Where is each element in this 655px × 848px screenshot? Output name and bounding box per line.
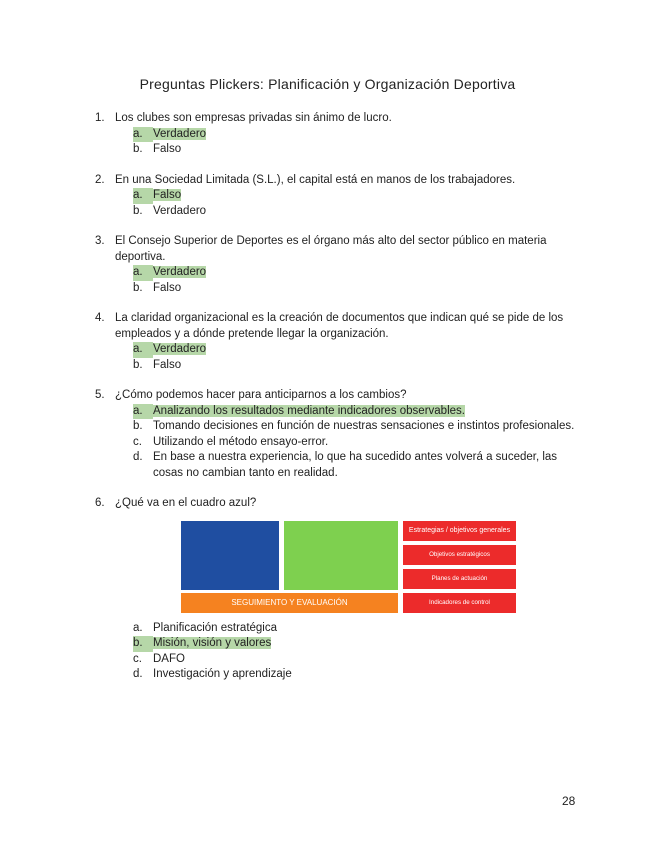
answer-option	[133, 358, 585, 374]
question-number: 3.	[95, 235, 105, 247]
answer-option	[133, 435, 585, 451]
option-text: Investigación y aprendizaje	[153, 668, 292, 680]
answer-option	[133, 419, 585, 435]
question-text: El Consejo Superior de Deportes es el órgano más alto del sector público en materia deportiva.	[115, 235, 547, 263]
question-5	[95, 388, 585, 481]
page-title: Preguntas Plickers: Planificación y Organización Deportiva	[139, 76, 516, 92]
option-letter: b.	[133, 204, 143, 217]
option-letter: a.	[133, 621, 143, 634]
option-text: Verdadero	[153, 127, 207, 140]
option-text: Falso	[153, 358, 182, 371]
answer-option	[133, 621, 585, 637]
diagram-bottom-label: SEGUIMIENTO Y EVALUACIÓN	[181, 593, 398, 613]
option-letter: a.	[133, 404, 153, 420]
blue-box	[181, 521, 279, 590]
question-number: 5.	[95, 389, 105, 401]
question-number: 2.	[95, 173, 105, 186]
answer-option	[133, 667, 585, 683]
option-text: DAFO	[153, 652, 185, 665]
question-number: 6.	[95, 497, 105, 509]
option-letter: c.	[133, 652, 142, 665]
question-3	[95, 234, 585, 296]
option-text: Analizando los resultados mediante indicadores observables.	[153, 404, 465, 417]
question-list	[95, 111, 585, 698]
answer-option	[133, 404, 585, 420]
question-text: ¿Cómo podemos hacer para anticiparnos a los cambios?	[115, 389, 407, 401]
page-number: 28	[562, 794, 576, 808]
option-letter: b.	[133, 636, 153, 652]
option-letter: b.	[133, 281, 143, 294]
question-text: En una Sociedad Limitada (S.L.), el capital está en manos de los trabajadores.	[115, 173, 516, 186]
question-1	[95, 111, 585, 158]
diagram-red-label: Indicadores de control	[403, 593, 516, 613]
option-letter: b.	[133, 143, 143, 155]
option-letter: b.	[133, 420, 143, 432]
answer-option	[133, 127, 585, 143]
option-text: En base a nuestra experiencia, lo que ha sucedido antes volverá a suceder, las cosas no cambian tanto en realidad.	[153, 451, 558, 479]
question-number: 4.	[95, 312, 105, 324]
question-number: 1.	[95, 112, 105, 124]
answer-option	[133, 142, 585, 158]
option-text: Verdadero	[153, 343, 207, 355]
option-letter: b.	[133, 358, 143, 371]
answer-option	[133, 265, 585, 281]
option-letter: d.	[133, 668, 143, 680]
answer-option	[133, 204, 585, 220]
option-text: Verdadero	[153, 266, 207, 278]
diagram-red-label: Planes de actuación	[403, 569, 516, 589]
question-text: Los clubes son empresas privadas sin ánimo de lucro.	[115, 112, 392, 124]
option-letter: d.	[133, 451, 143, 463]
answer-option	[133, 188, 585, 204]
diagram-red-label: Estrategias / objetivos generales	[403, 521, 516, 541]
option-text: Utilizando el método ensayo-error.	[153, 435, 329, 448]
answer-option	[133, 281, 585, 297]
option-text: Planificación estratégica	[153, 621, 278, 634]
green-box	[284, 521, 398, 590]
option-text: Falso	[153, 281, 182, 294]
option-letter: a.	[133, 188, 153, 204]
option-letter: a.	[133, 342, 153, 358]
question-4	[95, 311, 585, 373]
diagram-red-label: Objetivos estratégicos	[403, 545, 516, 565]
question-text: La claridad organizacional es la creación de documentos que indican qué se pide de los empleados y a dónde pretende llegar la organización.	[115, 312, 564, 340]
option-letter: a.	[133, 265, 153, 281]
answer-option	[133, 636, 585, 652]
option-text: Falso	[153, 189, 182, 201]
answer-option	[133, 450, 585, 481]
option-text: Tomando decisiones en función de nuestras sensaciones e instintos profesionales.	[153, 420, 575, 432]
question-text: ¿Qué va en el cuadro azul?	[115, 497, 257, 509]
option-letter: a.	[133, 127, 153, 143]
question-6	[95, 496, 585, 683]
question-2	[95, 173, 585, 220]
answer-option	[133, 652, 585, 668]
option-letter: c.	[133, 435, 142, 448]
option-text: Verdadero	[153, 204, 207, 217]
option-text: Falso	[153, 143, 182, 155]
option-text: Misión, visión y valores	[153, 637, 272, 649]
strategy-diagram	[181, 521, 516, 613]
answer-option	[133, 342, 585, 358]
